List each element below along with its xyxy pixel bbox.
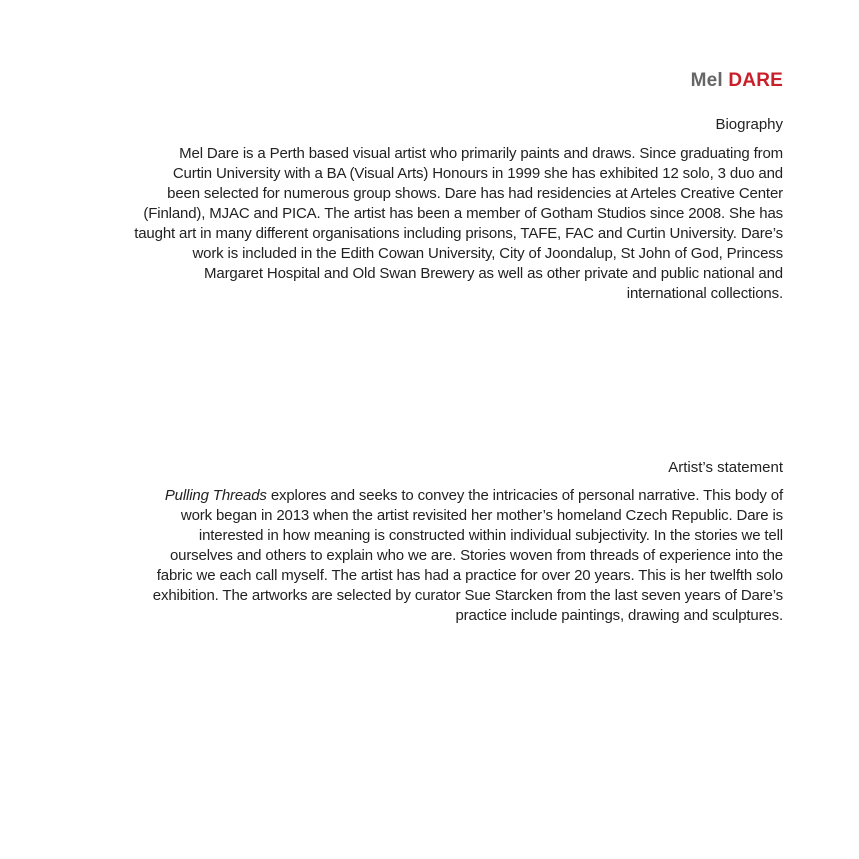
biography-line: been selected for numerous group shows. Dare has had residencies at Arteles Creative Center xyxy=(167,185,783,202)
artist-first-name: Mel xyxy=(690,70,723,91)
artist-statement-heading: Artist’s statement xyxy=(668,459,783,476)
biography-line: work is included in the Edith Cowan University, City of Joondalup, St John of God, Princess xyxy=(192,245,783,262)
biography-line: Mel Dare is a Perth based visual artist who primarily paints and draws. Since graduating from xyxy=(179,145,783,162)
biography-line: Curtin University with a BA (Visual Arts) Honours in 1999 she has exhibited 12 solo, 3 duo and xyxy=(172,165,783,182)
exhibition-title: Pulling Threads xyxy=(164,487,267,504)
artist-last-name: DARE xyxy=(728,70,783,91)
biography-line: (Finland), MJAC and PICA. The artist has been a member of Gotham Studios since 2008. She has xyxy=(143,205,783,222)
statement-line: exhibition. The artworks are selected by curator Sue Starcken from the last seven years of Dare’s xyxy=(152,587,783,604)
artist-statement-text xyxy=(63,486,783,626)
statement-first-line-text: explores and seeks to convey the intricacies of personal narrative. This body of xyxy=(266,487,783,504)
statement-line: interested in how meaning is constructed within individual subjectivity. In the stories we tell xyxy=(198,527,783,544)
biography-heading: Biography xyxy=(715,116,783,133)
statement-line: fabric we each call myself. The artist has had a practice for over 20 years. This is her twelfth solo xyxy=(156,567,783,584)
artist-name-title xyxy=(691,70,783,92)
biography-line: international collections. xyxy=(626,285,783,302)
statement-line: work began in 2013 when the artist revisited her mother’s homeland Czech Republic. Dare is xyxy=(180,507,783,524)
biography-line: Margaret Hospital and Old Swan Brewery as well as other private and public national and xyxy=(204,265,783,282)
statement-line xyxy=(63,486,783,506)
biography-text xyxy=(63,144,783,304)
biography-line: taught art in many different organisations including prisons, TAFE, FAC and Curtin University. Dare’s xyxy=(134,225,783,242)
statement-line: ourselves and others to explain who we are. Stories woven from threads of experience into the xyxy=(169,547,783,564)
statement-line: practice include paintings, drawing and sculptures. xyxy=(455,607,783,624)
